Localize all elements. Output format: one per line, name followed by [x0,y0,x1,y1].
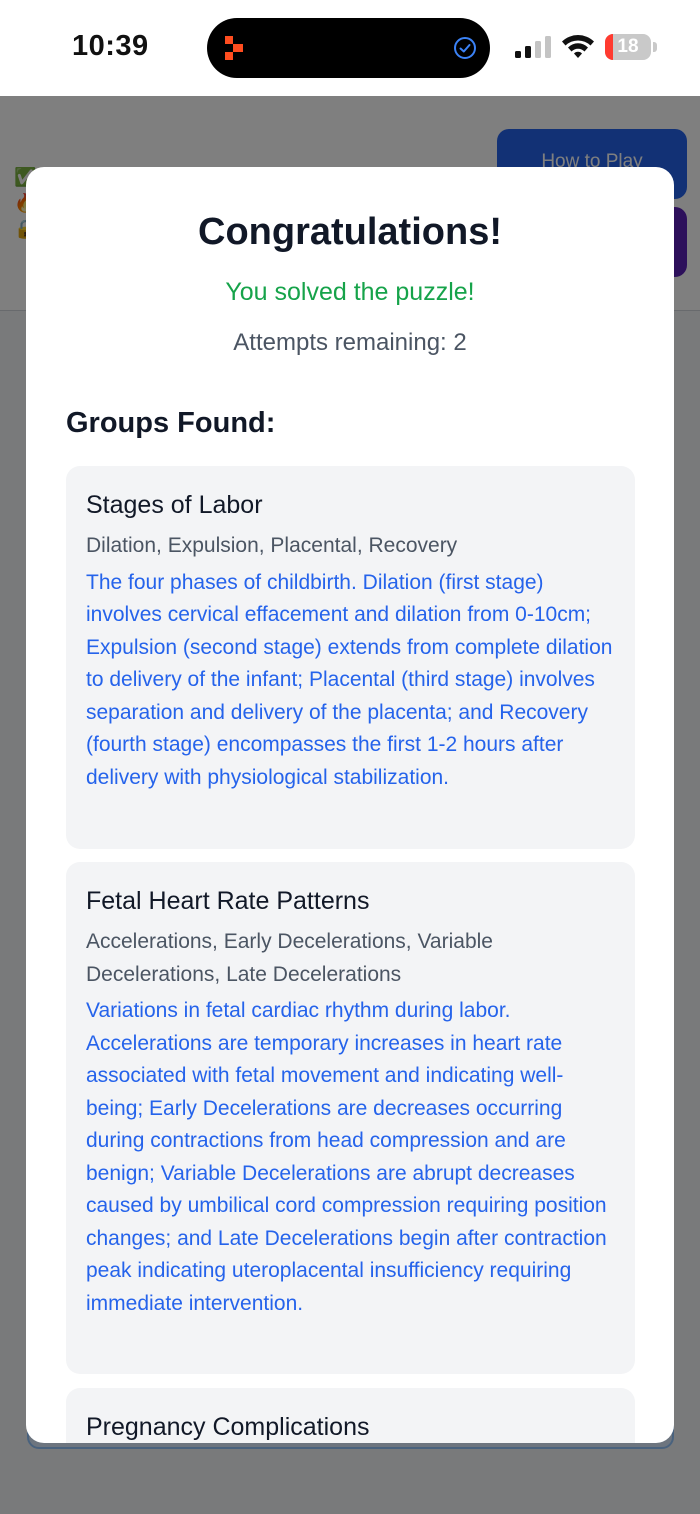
group-description: The four phases of childbirth. Dilation (first stage) involves cervical effacement and dilation from 0-10cm; Expulsion (second stage) extends from complete dilation to delivery of the infant; Placental (third stage) involves separation and delivery of the placenta; and Recovery (fourth stage) encompasses the first 1-2 hours after delivery with physiological stabilization. [86,570,613,789]
wifi-icon [561,33,595,58]
group-card [66,862,635,1374]
group-card [66,1388,635,1443]
battery-level: 18 [617,36,639,57]
success-message: You solved the puzzle! [225,278,475,306]
checkmark-circle-icon [453,36,477,60]
groups-found-heading: Groups Found: [66,407,276,439]
modal-title: Congratulations! [198,211,502,253]
group-items: Accelerations, Early Decelerations, Variable Decelerations, Late Decelerations [86,930,493,986]
dynamic-island [207,18,490,78]
status-bar [0,0,700,96]
app-activity-icon [223,34,247,62]
battery-indicator [605,34,657,60]
congratulations-modal [26,167,674,1443]
group-description: Variations in fetal cardiac rhythm during labor. Accelerations are temporary increases in heart rate associated with fetal movement and indicating well-being; Early Decelerations are decreases occurring during contractions from head compression and are benign; Variable Decelerations are abrupt decreases caused by umbilical cord compression requiring position changes; and Late Decelerations begin after contraction peak indicating uteroplacental insufficiency requiring immediate intervention. [86,999,607,1315]
group-name: Pregnancy Complications [86,1413,370,1441]
battery-body [605,34,651,60]
group-card [66,466,635,849]
attempts-remaining: Attempts remaining: 2 [233,329,467,356]
group-items: Dilation, Expulsion, Placental, Recovery [86,534,458,557]
group-name: Stages of Labor [86,491,263,519]
group-name: Fetal Heart Rate Patterns [86,887,370,915]
clock: 10:39 [72,30,149,62]
cellular-signal-icon [515,36,551,58]
battery-tip [653,42,657,52]
